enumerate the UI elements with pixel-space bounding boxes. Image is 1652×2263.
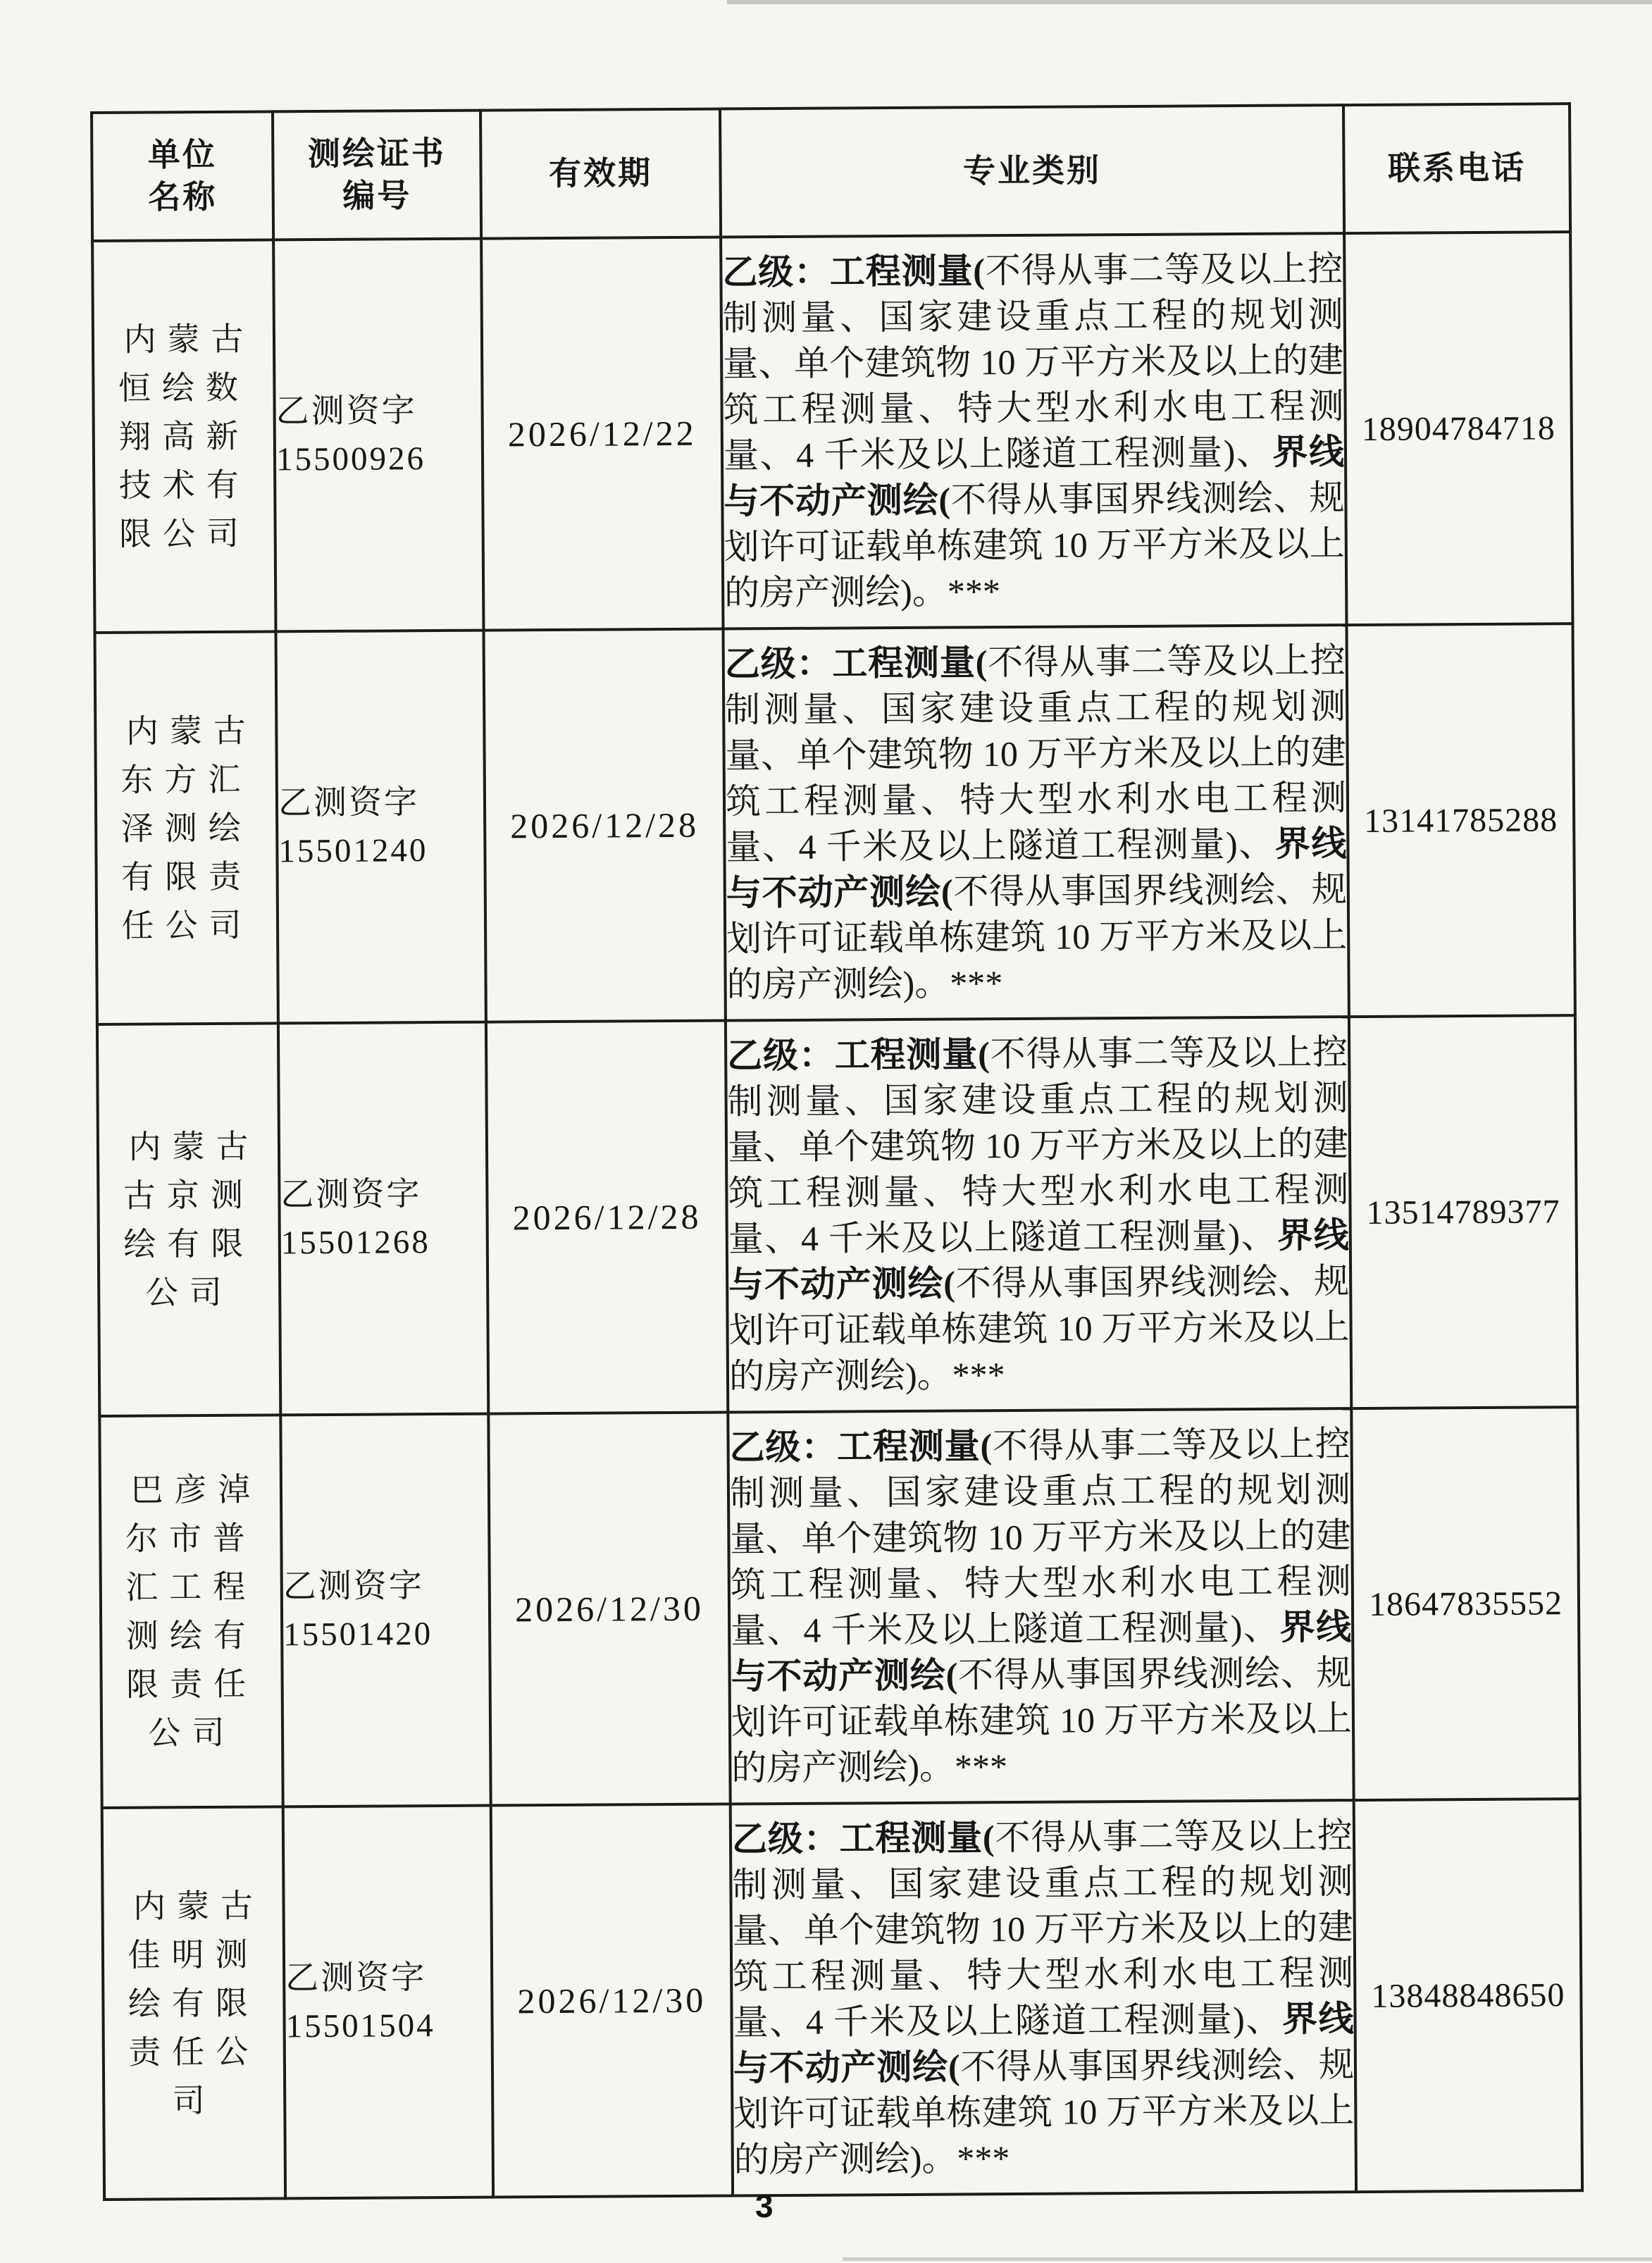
company-name: 内蒙古 佳明测 绘有限 责任公 司 — [102, 1806, 285, 2200]
certificate-number: 乙测资字 15501268 — [278, 1022, 488, 1415]
qualification-category: 乙级：工程测量(不得从事二等及以上控制测量、国家建设重点工程的规划测量、单个建筑物 10 万平方米及以上的建筑工程测量、特大型水利水电工程测量、4 千米及以上隧道工程测量)、界线与不动产测绘(不得从事国界线测绘、规划许可证载单栋建筑 10 万平方米及以上的房产测绘)。*** — [726, 1017, 1351, 1412]
table-row — [97, 1015, 1577, 1416]
validity-date: 2026/12/30 — [491, 1804, 733, 2197]
surveying-certificates-table — [90, 102, 1584, 2201]
header-professional-category: 专业类别 — [720, 105, 1344, 237]
scan-edge-artifact-bottom — [843, 2257, 1652, 2261]
scan-edge-artifact-top — [727, 0, 1652, 4]
certificate-number: 乙测资字 15501504 — [283, 1806, 493, 2199]
contact-phone: 18647835552 — [1351, 1407, 1579, 1800]
header-company-name: 单位 名称 — [92, 111, 273, 241]
table-row — [92, 232, 1572, 633]
contact-phone: 13141785288 — [1346, 624, 1575, 1017]
certificate-number: 乙测资字 15501240 — [276, 631, 486, 1024]
table-row — [99, 1407, 1579, 1808]
company-name: 巴彦淖 尔市普 汇工程 测绘有 限责任 公司 — [99, 1415, 282, 1808]
validity-date: 2026/12/28 — [484, 629, 726, 1022]
contact-phone: 13514789377 — [1349, 1015, 1577, 1408]
header-contact-phone: 联系电话 — [1343, 104, 1570, 233]
qualification-category: 乙级：工程测量(不得从事二等及以上控制测量、国家建设重点工程的规划测量、单个建筑物 10 万平方米及以上的建筑工程测量、特大型水利水电工程测量、4 千米及以上隧道工程测量)、界线与不动产测绘(不得从事国界线测绘、规划许可证载单栋建筑 10 万平方米及以上的房产测绘)。*** — [731, 1800, 1356, 2195]
table-header-row — [92, 104, 1570, 241]
contact-phone: 18904784718 — [1344, 232, 1572, 625]
company-name: 内蒙古 东方汇 泽测绘 有限责 任公司 — [95, 631, 278, 1024]
page-number: 3 — [755, 2188, 774, 2224]
contact-phone: 13848848650 — [1354, 1799, 1582, 2192]
validity-date: 2026/12/30 — [488, 1413, 730, 1806]
header-validity-period: 有效期 — [480, 109, 721, 239]
qualification-category: 乙级：工程测量(不得从事二等及以上控制测量、国家建设重点工程的规划测量、单个建筑物 10 万平方米及以上的建筑工程测量、特大型水利水电工程测量、4 千米及以上隧道工程测量)、界线与不动产测绘(不得从事国界线测绘、规划许可证载单栋建筑 10 万平方米及以上的房产测绘)。*** — [721, 233, 1346, 628]
certificate-number: 乙测资字 15501420 — [280, 1414, 490, 1807]
company-name: 内蒙古 恒绘数 翔高新 技术有 限公司 — [92, 240, 275, 633]
qualification-category: 乙级：工程测量(不得从事二等及以上控制测量、国家建设重点工程的规划测量、单个建筑物 10 万平方米及以上的建筑工程测量、特大型水利水电工程测量、4 千米及以上隧道工程测量)、界线与不动产测绘(不得从事国界线测绘、规划许可证载单栋建筑 10 万平方米及以上的房产测绘)。*** — [728, 1408, 1353, 1804]
company-name: 内蒙古 古京测 绘有限 公司 — [97, 1023, 280, 1416]
certificate-number: 乙测资字 15500926 — [273, 239, 483, 632]
qualification-category: 乙级：工程测量(不得从事二等及以上控制测量、国家建设重点工程的规划测量、单个建筑物 10 万平方米及以上的建筑工程测量、特大型水利水电工程测量、4 千米及以上隧道工程测量)、界线与不动产测绘(不得从事国界线测绘、规划许可证载单栋建筑 10 万平方米及以上的房产测绘)。*** — [723, 625, 1349, 1020]
validity-date: 2026/12/28 — [486, 1021, 728, 1414]
table-row — [102, 1799, 1582, 2200]
header-certificate-number: 测绘证书 编号 — [273, 111, 481, 240]
validity-date: 2026/12/22 — [481, 237, 723, 631]
table-row — [95, 624, 1575, 1024]
